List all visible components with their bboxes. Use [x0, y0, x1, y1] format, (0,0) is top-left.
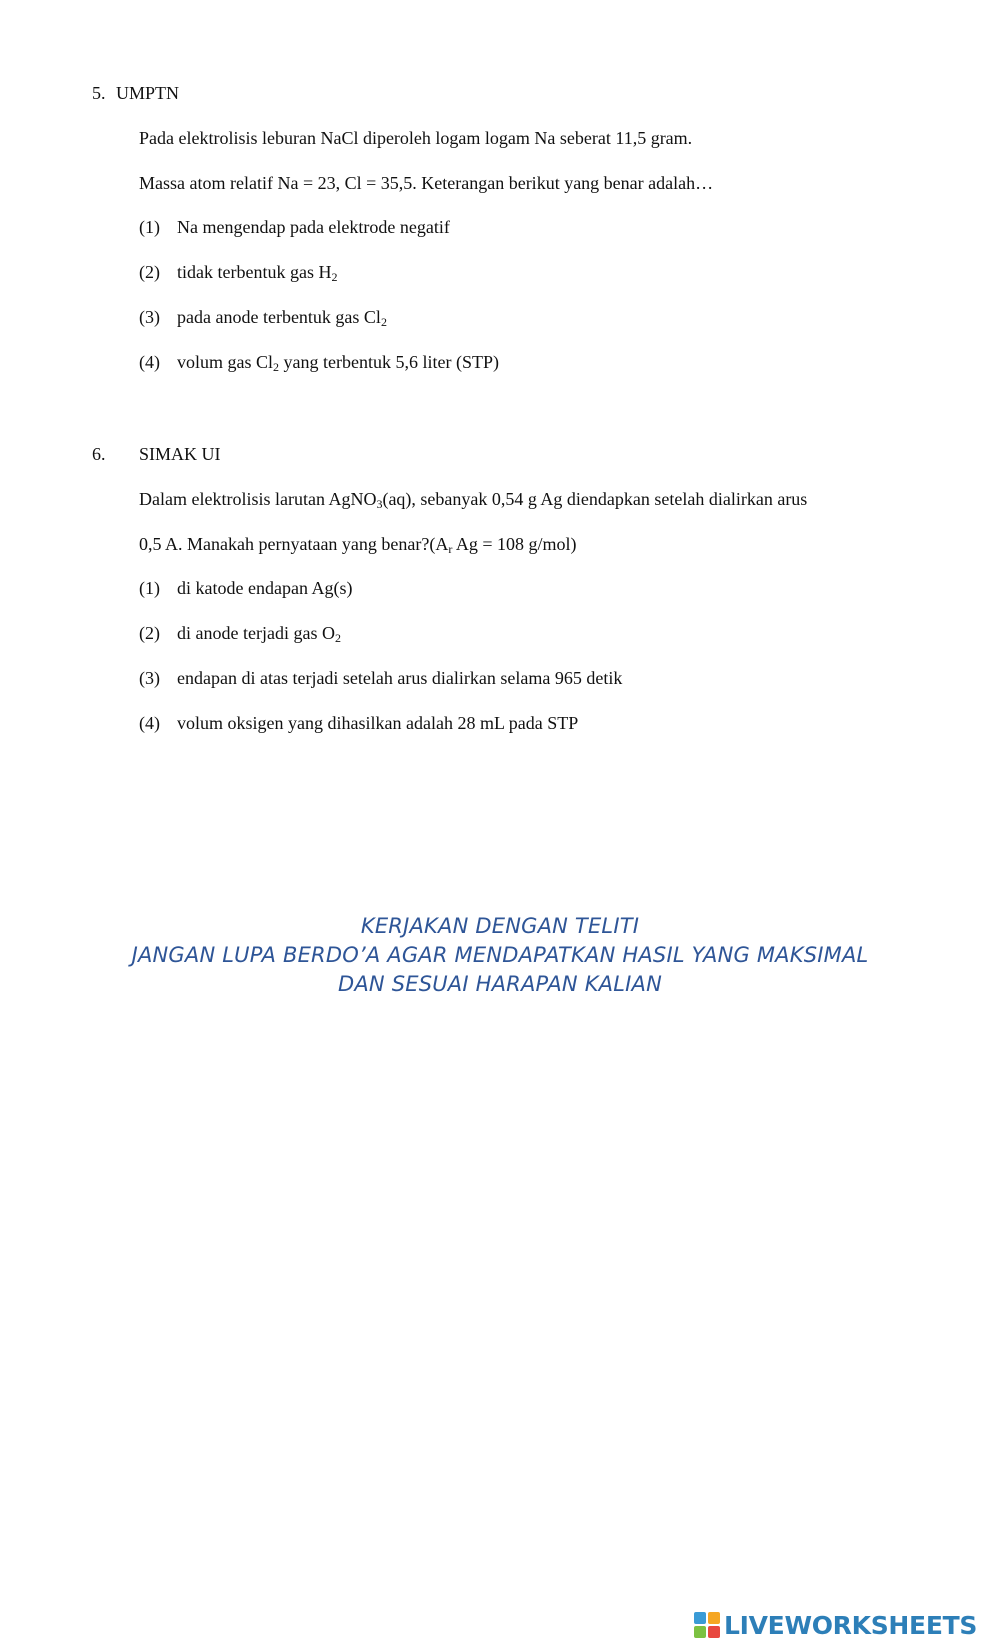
q6-option-2 — [139, 623, 899, 645]
option-number: (1) — [139, 578, 160, 598]
q5-intro-line-1: Pada elektrolisis leburan NaCl diperoleh logam logam Na seberat 11,5 gram. — [139, 128, 693, 148]
q5-intro-line-2: Massa atom relatif Na = 23, Cl = 35,5. Keterangan berikut yang benar adalah… — [139, 173, 714, 193]
option-number: (2) — [139, 262, 160, 282]
q5-option-4 — [139, 352, 899, 374]
option-number: (4) — [139, 713, 160, 733]
option-text: pada anode terbentuk gas $Cl_2$ — [177, 307, 387, 329]
option-number: (4) — [139, 352, 160, 372]
closing-line-2: JANGAN LUPA BERDO’A AGAR MENDAPATKAN HASIL YANG MAKSIMAL — [131, 943, 869, 967]
option-number: (2) — [139, 623, 160, 643]
q5-header — [92, 82, 179, 104]
liveworksheets-logo-icon — [694, 1612, 720, 1638]
option-number: (3) — [139, 668, 160, 688]
q5-option-2 — [139, 262, 899, 284]
closing-line-1: KERJAKAN DENGAN TELITI — [360, 914, 640, 938]
q6-option-3 — [139, 668, 899, 690]
q5-option-1 — [139, 217, 899, 239]
q6-intro-line-1: Dalam elektrolisis larutan AgNO$_3$(aq), sebanyak 0,54 g Ag diendapkan setelah dialirkan arus — [139, 489, 808, 511]
option-text: endapan di atas terjadi setelah arus dialirkan selama 965 detik — [177, 668, 623, 688]
option-text: tidak terbentuk gas $H_2$ — [177, 262, 338, 284]
q6-number: 6. — [92, 444, 106, 464]
closing-line-3: DAN SESUAI HARAPAN KALIAN — [337, 972, 663, 996]
q6-intro-line-2: 0,5 A. Manakah pernyataan yang $benar?(A_r$ Ag = 108 g/mol) — [139, 534, 577, 556]
option-text: volum gas $Cl_2$ yang terbentuk 5,6 liter (STP) — [177, 352, 499, 374]
option-text: di katode endapan Ag(s) — [177, 578, 353, 598]
q6-option-4 — [139, 713, 899, 735]
q6-label: SIMAK UI — [139, 444, 221, 464]
option-text: Na mengendap pada elektrode negatif — [177, 217, 450, 237]
option-number: (1) — [139, 217, 160, 237]
q5-option-3 — [139, 307, 899, 329]
q5-label: UMPTN — [116, 83, 180, 103]
option-text: di anode terjadi gas $O_2$ — [177, 623, 341, 645]
q5-number: 5. — [92, 83, 106, 103]
liveworksheets-logo — [694, 1610, 977, 1640]
q6-option-1 — [139, 578, 899, 600]
liveworksheets-logo-text: LIVEWORKSHEETS — [724, 1610, 978, 1640]
option-number: (3) — [139, 307, 160, 327]
option-text: volum oksigen yang dihasilkan adalah 28 mL pada STP — [177, 713, 579, 733]
